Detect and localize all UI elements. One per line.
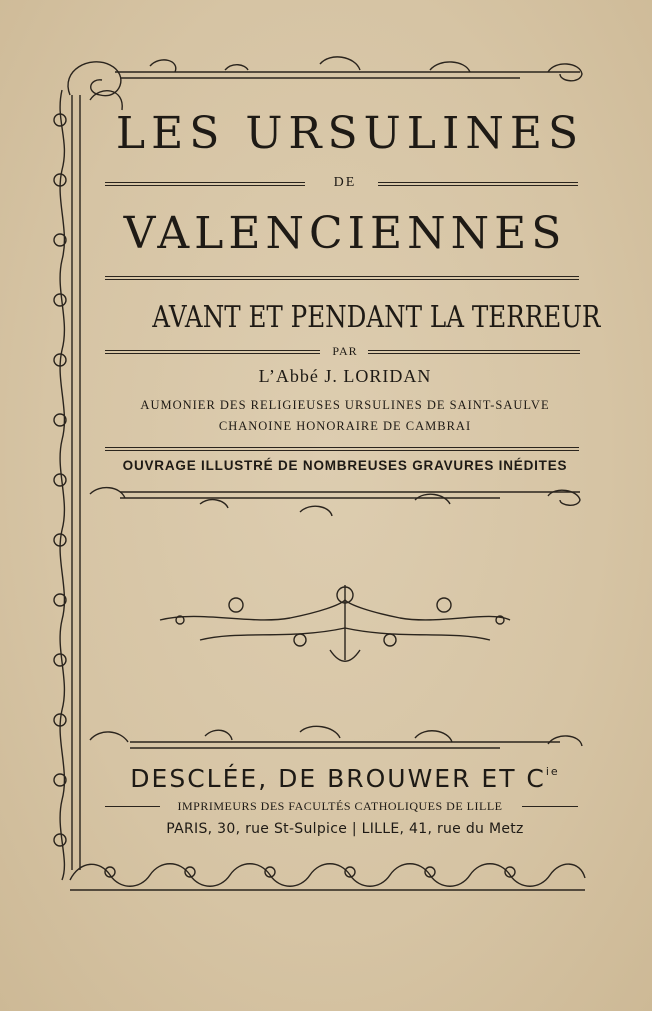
publisher-address: PARIS, 30, rue St-Sulpice | LILLE, 41, rue du Metz <box>166 821 524 837</box>
author-role-1: AUMONIER DES RELIGIEUSES URSULINES DE SAINT-SAULVE <box>140 398 550 412</box>
rule-above-note <box>105 447 579 451</box>
rule-par-left <box>105 350 320 354</box>
rule-printers-right <box>522 806 578 807</box>
subtitle: AVANT ET PENDANT LA TERREUR <box>152 300 601 335</box>
title-line-2: VALENCIENNES <box>123 208 567 259</box>
rule-de-right <box>378 182 578 186</box>
publisher-name-text: DESCLÉE, DE BROUWER ET C <box>130 764 546 793</box>
author-role-2: CHANOINE HONORAIRE DE CAMBRAI <box>218 419 472 433</box>
rule-printers-left <box>105 806 160 807</box>
title-line-1: LES URSULINES <box>115 108 585 159</box>
rule-de-left <box>105 182 305 186</box>
rule-par-right <box>368 350 580 354</box>
title-connector: DE <box>333 175 357 190</box>
rule-under-title <box>105 276 579 280</box>
publisher-name <box>110 764 580 793</box>
illustration-note: OUVRAGE ILLUSTRÉ DE NOMBREUSES GRAVURES INÉDITES <box>122 458 568 473</box>
publisher-name-suffix: ie <box>545 765 560 778</box>
by-label: PAR <box>332 344 358 358</box>
author-name: L’Abbé J. LORIDAN <box>258 366 432 386</box>
floral-vignette <box>160 585 510 661</box>
printers-line: IMPRIMEURS DES FACULTÉS CATHOLIQUES DE LILLE <box>177 799 503 813</box>
